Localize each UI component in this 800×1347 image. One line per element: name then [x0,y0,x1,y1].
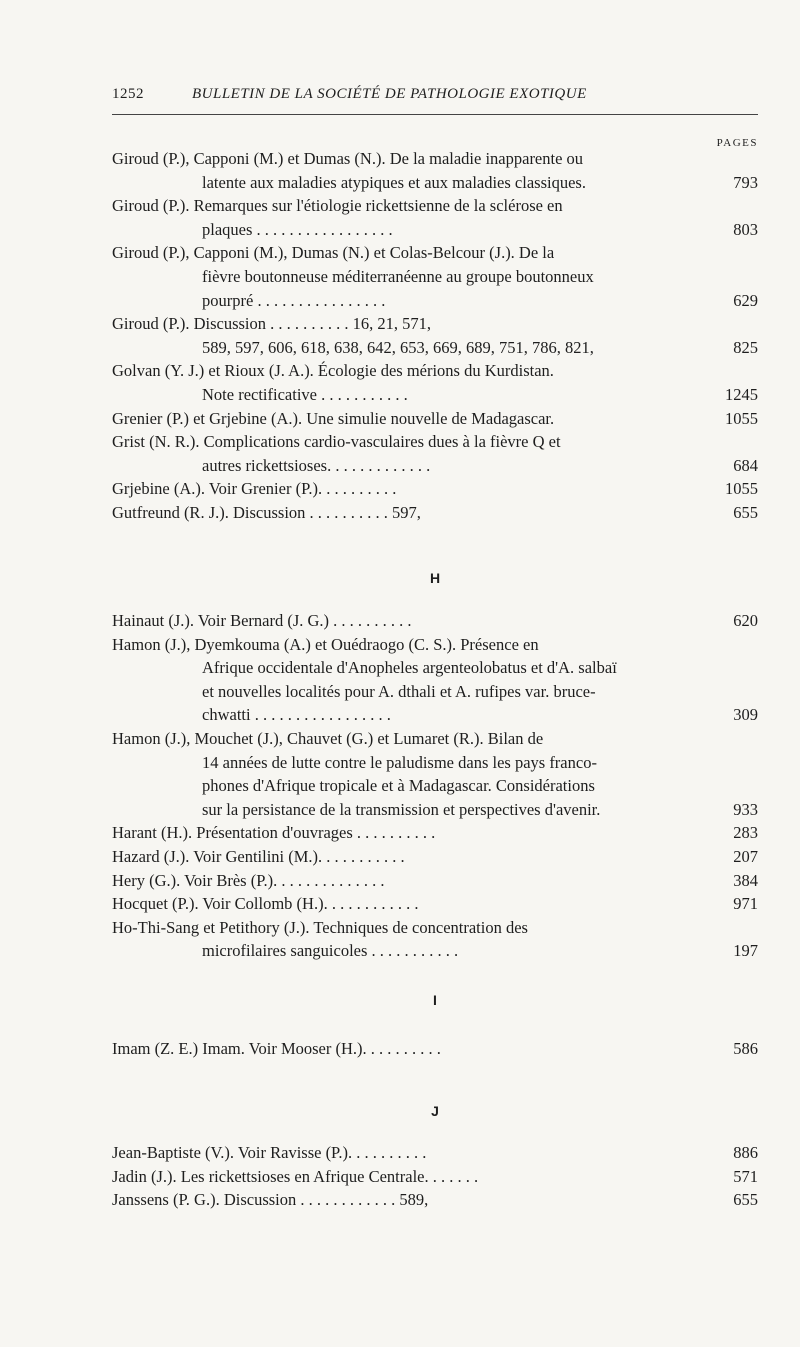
section-i-entries [112,1037,758,1061]
index-entry [112,477,758,501]
index-entry [112,147,758,194]
index-entry [112,892,758,916]
entry-text-line: Giroud (P.), Capponi (M.) et Dumas (N.). De la maladie inapparente ou [112,149,584,168]
entry-page-number: 283 [733,823,758,843]
entry-text-line: Grjebine (A.). Voir Grenier (P.). . . . . . . . . . [112,479,397,499]
header-rule [112,114,758,115]
entry-page-number: 886 [733,1143,758,1162]
entry-text-line: 14 années de lutte contre le paludisme dans les pays franco- [202,752,597,772]
section-j-entries [112,1141,758,1212]
index-entry [112,407,758,431]
index-entry [112,821,758,845]
entry-page-number: 197 [733,941,758,961]
journal-title: BULLETIN DE LA SOCIÉTÉ DE PATHOLOGIE EXOTIQUE [192,86,587,102]
entry-page-number: 655 [733,502,758,522]
section-letter-j: J [431,1103,439,1119]
entry-text-line: Janssens (P. G.). Discussion . . . . . . . . . . . . 589, [112,1190,429,1210]
index-entry [112,241,758,312]
entry-page-number: 825 [733,337,758,357]
index-entry [112,1188,758,1212]
entry-page-number: 933 [733,799,758,819]
entry-text-line: fièvre boutonneuse méditerranéenne au groupe boutonneux [202,266,594,286]
entry-page-number: 384 [733,870,758,890]
entry-text-line: Harant (H.). Présentation d'ouvrages . . . . . . . . . . [112,823,436,843]
entry-text-line: Giroud (P.), Capponi (M.), Dumas (N.) et Colas-Belcour (J.). De la [112,243,555,263]
index-entry [112,194,758,241]
pages-column-label: PAGES [716,137,758,149]
entry-page-number: 684 [733,455,758,475]
entry-text-line: Hery (G.). Voir Brès (P.). . . . . . . . . . . . . . [112,870,385,890]
entry-page-number: 620 [733,611,758,630]
entry-text-line: Ho-Thi-Sang et Petithory (J.). Techniques de concentration des [112,917,528,937]
section-letter-i: I [433,992,437,1008]
index-entry [112,869,758,893]
index-entry [112,1037,758,1061]
section-h-entries [112,609,758,963]
index-entry [112,845,758,869]
entry-text-line: Grenier (P.) et Grjebine (A.). Une simulie nouvelle de Madagascar. [112,408,555,428]
entry-text-line: Hamon (J.), Mouchet (J.), Chauvet (G.) et Lumaret (R.). Bilan de [112,728,544,748]
entry-page-number: 1055 [725,479,758,499]
index-entry [112,430,758,477]
entry-text-line: Note rectificative . . . . . . . . . . . [202,384,408,404]
entry-text-line: Giroud (P.). Remarques sur l'étiologie rickettsienne de la sclérose en [112,196,563,216]
entry-page-number: 309 [733,705,758,725]
index-entry [112,359,758,406]
entry-text-line: Gutfreund (R. J.). Discussion . . . . . . . . . . 597, [112,502,421,522]
entry-text-line: autres rickettsioses. . . . . . . . . . . . . [202,455,431,475]
entry-page-number: 571 [733,1166,758,1186]
entry-text-line: Jadin (J.). Les rickettsioses en Afrique Centrale. . . . . . . [112,1166,479,1186]
entry-page-number: 1055 [725,408,758,428]
entry-text-line: pourpré . . . . . . . . . . . . . . . . [202,290,386,310]
index-entry [112,1165,758,1189]
entry-text-line: phones d'Afrique tropicale et à Madagascar. Considérations [202,776,595,796]
entry-page-number: 655 [733,1190,758,1210]
entry-text-line: Imam (Z. E.) Imam. Voir Mooser (H.). . . . . . . . . . [112,1039,441,1058]
entry-text-line: plaques . . . . . . . . . . . . . . . . . [202,219,393,239]
index-entry [112,727,758,821]
index-entry [112,501,758,525]
entry-text-line: Giroud (P.). Discussion . . . . . . . . . . 16, 21, 571, [112,314,432,334]
entry-text-line: et nouvelles localités pour A. dthali et A. rufipes var. bruce- [202,681,596,701]
entry-page-number: 586 [733,1039,758,1058]
entry-text-line: Hamon (J.), Dyemkouma (A.) et Ouédraogo (C. S.). Présence en [112,634,539,654]
entry-text-line: 589, 597, 606, 618, 638, 642, 653, 669, 689, 751, 786, 821, [202,337,594,357]
entry-text-line: Hainaut (J.). Voir Bernard (J. G.) . . . . . . . . . . [112,611,412,630]
section-g-entries [112,147,758,525]
entry-text-line: latente aux maladies atypiques et aux maladies classiques. [202,172,586,192]
index-entry [112,609,758,633]
entry-text-line: Hazard (J.). Voir Gentilini (M.). . . . . . . . . . . [112,846,405,866]
entry-text-line: Afrique occidentale d'Anopheles argenteolobatus et d'A. salbaï [202,658,617,678]
entry-text-line: sur la persistance de la transmission et perspectives d'avenir. [202,799,601,819]
entry-text-line: chwatti . . . . . . . . . . . . . . . . . [202,705,391,725]
entry-page-number: 1245 [725,384,758,404]
page-number: 1252 [112,86,144,102]
index-entry [112,1141,758,1165]
index-entry [112,916,758,963]
section-letter-h: H [429,570,441,586]
entry-text-line: Grist (N. R.). Complications cardio-vasculaires dues à la fièvre Q et [112,432,561,452]
entry-page-number: 971 [733,894,758,914]
entry-page-number: 803 [733,219,758,239]
entry-page-number: 793 [733,172,758,192]
index-entry [112,312,758,359]
entry-text-line: microfilaires sanguicoles . . . . . . . . . . . [202,941,459,961]
entry-text-line: Jean-Baptiste (V.). Voir Ravisse (P.). . . . . . . . . . [112,1143,427,1162]
index-entry [112,633,758,727]
entry-text-line: Hocquet (P.). Voir Collomb (H.). . . . . . . . . . . . [112,894,419,914]
entry-text-line: Golvan (Y. J.) et Rioux (J. A.). Écologie des mérions du Kurdistan. [112,361,554,381]
entry-page-number: 207 [733,846,758,866]
entry-page-number: 629 [733,290,758,310]
